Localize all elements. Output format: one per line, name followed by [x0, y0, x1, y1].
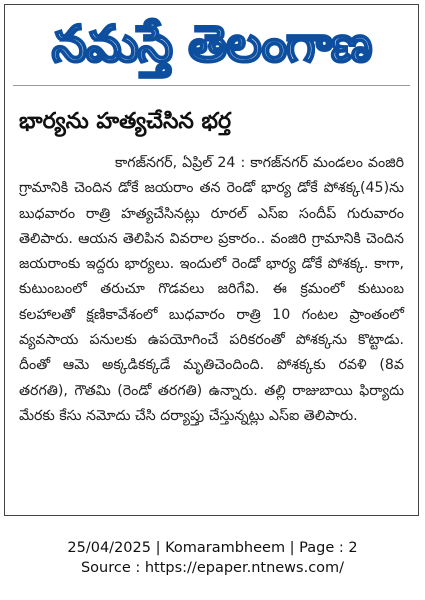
article-body-text: కాగజ్‌నగర్, ఏప్రిల్ 24 : కాగజ్‌నగర్ మండలం వంజిరి గ్రామానికి చెందిన డోకే జయరాం తన రెండో భార్య డోకే పోశక్క(45)ను బుధవారం రాత్రి హత్యచేసినట్లు రూరల్ ఎస్ఐ సందీప్ గురువారం తెలిపారు. ఆయన తెలిపిన వివరాల ప్రకారం.. వంజిరి గ్రామానికి చెందిన జయరాంకు ఇద్దరు భార్యలు. ఇందులో రెండో భార్య డోకే పోశక్క. కాగా, కుటుంబంలో తరుచూ గొడవలు జరిగేవి. ఈ క్రమంలో కుటుంబ కలహాలతో క్షణికావేశంలో బుధవారం రాత్రి 10 గంటల ప్రాంతంలో వ్యవసాయ పనులకు ఉపయోగించే పరికరంతో పోశక్కను కొట్టాడు. దీంతో ఆమె అక్కడికక్కడే మృతిచెందింది. పోశక్కకు రవళి (8వ తరగతి), గౌతమి (రెండో తరగతి) ఉన్నారు. తల్లి రాజుబాయి ఫిర్యాదు మేరకు కేసు నమోదు చేసి దర్యాప్తు చేస్తున్నట్లు ఎస్ఐ తెలిపారు. [19, 155, 404, 424]
masthead-title: నమస్తే తెలంగాణ [51, 15, 372, 73]
article-body [19, 151, 404, 429]
footer-date-edition-page: 25/04/2025 | Komarambheem | Page : 2 [67, 540, 358, 556]
article-headline: భార్యను హత్యచేసిన భర్త [19, 109, 232, 134]
clipping-footer [0, 538, 425, 578]
masthead-divider [13, 85, 410, 86]
footer-source-link[interactable]: Source : https://epaper.ntnews.com/ [80, 560, 345, 576]
newspaper-masthead [9, 9, 414, 79]
clipping-frame [4, 4, 419, 516]
